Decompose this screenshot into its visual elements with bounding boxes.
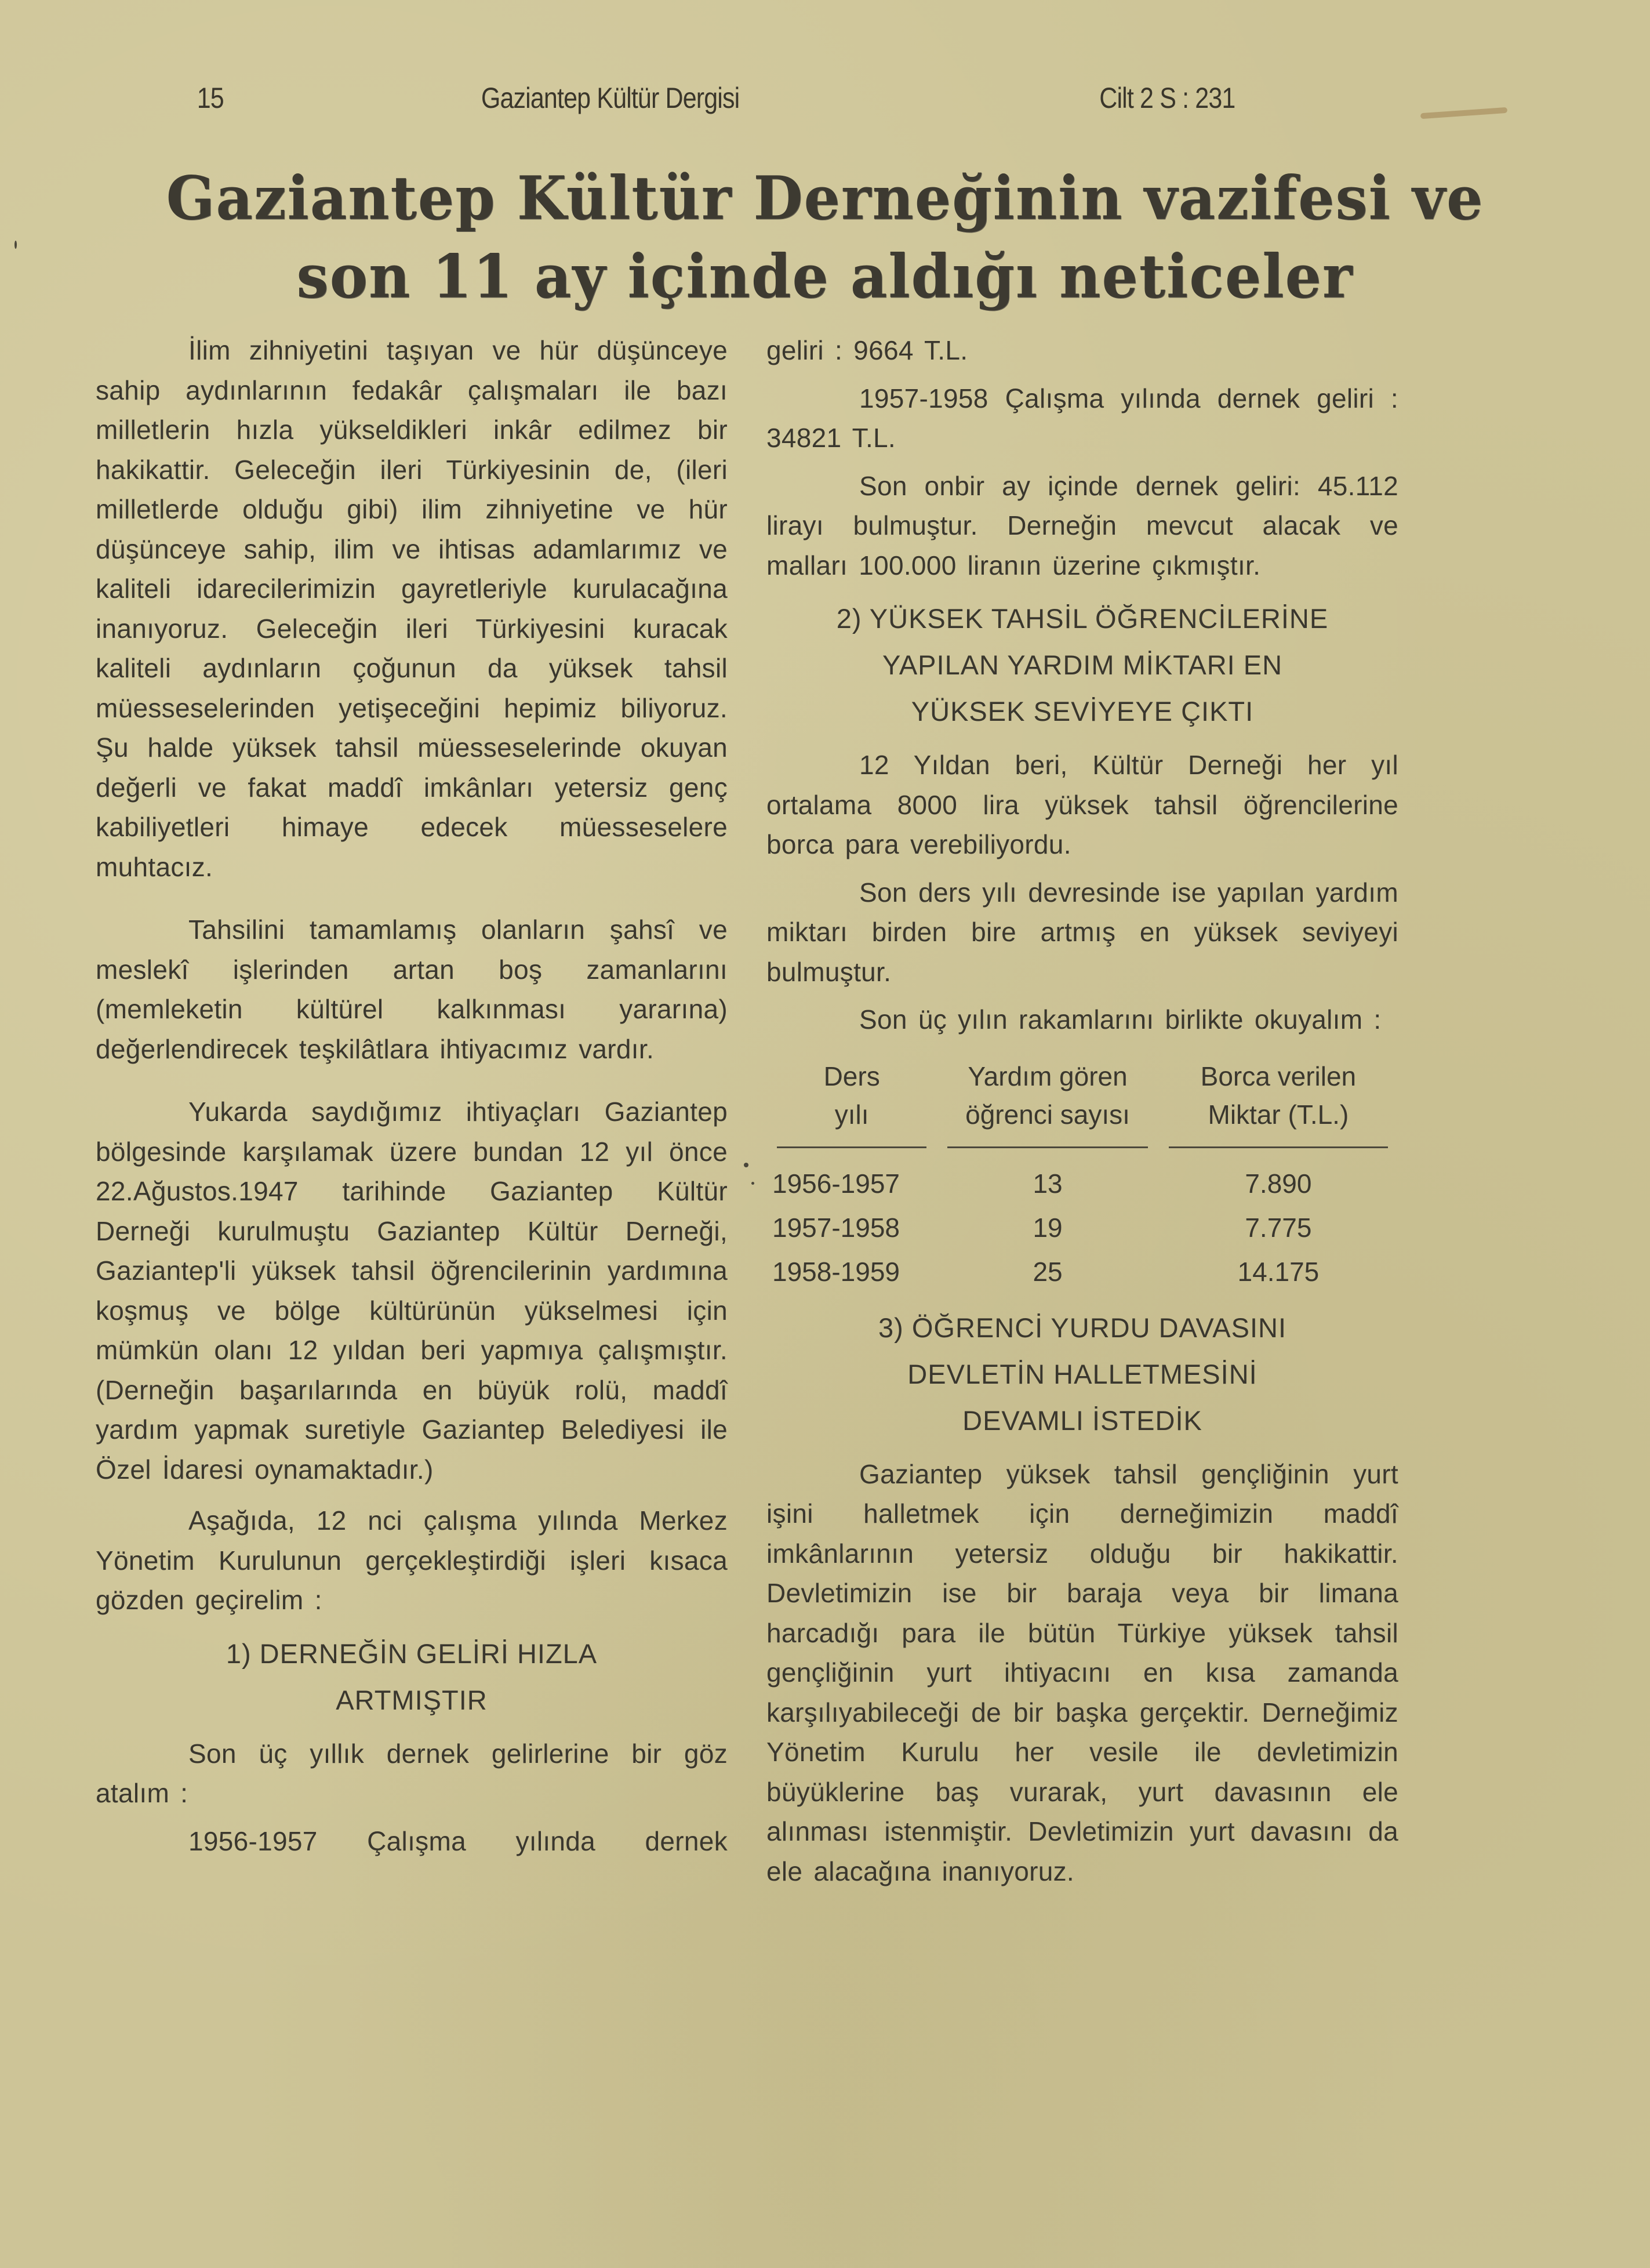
cell-amount: 14.175	[1237, 1256, 1320, 1287]
intro-paragraph: İlim zihniyetini taşıyan ve hür düşünceye sahip aydınlarının fedakâr çalışmaları ile bazı milletlerin hızla yükseldikleri inkâr edilmez bir hakikattir. Geleceğin ileri Türkiyesinin de, (ileri milletlerde olduğu gibi) ilim zihniyetine ve hür düşünceye sahip, ilim ve ihtisas adamlarımız ve kaliteli idarecilerimizin gayretleriyle kurulacağına inanıyoruz. Geleceğin ileri Türkiyesini kuracak kaliteli aydınların çoğunun da yüksek tahsil müesseselerinden yetişeceğini hepimiz biliyoruz. Şu halde yüksek tahsil müesseselerinde okuyan değerli ve fakat maddî imkânları yetersiz genç kabiliyetleri himaye edecek müesseselere muhtacız.	[96, 335, 728, 882]
page-number: 15	[197, 82, 224, 114]
table-row	[766, 1250, 1398, 1294]
body-paragraph: Son onbir ay içinde dernek geliri: 45.112 lirayı bulmuştur. Derneğin mevcut alacak ve malları 100.000 liranın üzerine çıkmıştır.	[766, 470, 1398, 580]
cell-amount: 7.890	[1245, 1168, 1312, 1199]
left-column	[96, 331, 728, 1861]
continued-text: geliri : 9664 T.L.	[766, 335, 968, 365]
table-row	[766, 1162, 1398, 1206]
header-rule	[777, 1146, 926, 1148]
running-header	[0, 81, 1419, 128]
volume-issue: Cilt 2 S : 231	[1099, 82, 1235, 114]
section-1-heading: 1) DERNEĞİN GELİRİ HIZLA ARTMIŞTIR	[226, 1638, 598, 1715]
cell-year: 1956-1957	[772, 1168, 900, 1199]
body-paragraph: Son ders yılı devresinde ise yapılan yardım miktarı birden bire artmış en yüksek seviyeyi bulmuştur.	[766, 877, 1398, 987]
article-title-line-2: son 11 ay içinde aldığı neticeler	[296, 242, 1354, 312]
column-header-year: Ders yılı	[766, 1057, 937, 1162]
body-paragraph: Aşağıda, 12 nci çalışma yılında Merkez Yönetim Kurulunun gerçekleştirdiği işleri kısaca gözden geçirelim :	[96, 1505, 728, 1615]
section-2-heading: 2) YÜKSEK TAHSİL ÖĞRENCİLERİNE YAPILAN YARDIM MİKTARI EN YÜKSEK SEVİYEYE ÇIKTI	[836, 603, 1329, 727]
body-paragraph: Yukarda saydığımız ihtiyaçları Gaziantep bölgesinde karşılamak üzere bundan 12 yıl önce 22.Ağustos.1947 tarihinde Gaziantep Kültür Derneği kurulmuştu Gaziantep Kültür Derneği, Gaziantep'li yüksek tahsil öğrencilerinin yardımına koşmuş ve bölge kültürünün yükselmesi için mümkün olanı 12 yıldan beri yapmıya çalışmıştır. (Derneğin başarılarında en büyük rolü, maddî yardım yapmak suretiyle Gaziantep Belediyesi ile Özel İdaresi oynamaktadır.)	[96, 1097, 728, 1485]
journal-name: Gaziantep Kültür Dergisi	[481, 82, 740, 114]
body-paragraph: Son üç yıllık dernek gelirlerine bir göz atalım :	[96, 1738, 728, 1808]
right-column	[766, 331, 1398, 1891]
cell-students: 19	[1033, 1212, 1063, 1243]
body-paragraph: Gaziantep yüksek tahsil gençliğinin yurt işini halletmek için derneğimizin maddî imkânlarının yetersiz olduğu bir hakikattir. Devletimizin ise bir baraja veya bir limana harcadığı para ile bütün Türkiye yüksek tahsil gençliğinin yurt ihtiyacını en kısa zamanda karşılıyabileceği de bir başka gerçektir. Derneğimiz Yönetim Kurulu her vesile ile devletimizin büyüklerine baş vurarak, yurt davasının ele alınması istenmiştir. Devletimizin yurt davasını da ele alacağına inanıyoruz.	[766, 1458, 1398, 1886]
paper-stain	[1420, 107, 1507, 119]
article-title-line-1: Gaziantep Kültür Derneğinin vazifesi ve	[166, 164, 1484, 234]
body-paragraph: 1956-1957 Çalışma yılında dernek	[188, 1826, 728, 1856]
table-header-row	[766, 1057, 1398, 1162]
table-row	[766, 1206, 1398, 1250]
paper-speck	[744, 1163, 748, 1167]
student-aid-table	[766, 1057, 1398, 1294]
section-3-heading: 3) ÖĞRENCİ YURDU DAVASINI DEVLETİN HALLETMESİNİ DEVAMLI İSTEDİK	[878, 1312, 1286, 1436]
column-header-amount: Borca verilen Miktar (T.L.)	[1158, 1057, 1398, 1162]
header-rule	[1169, 1146, 1388, 1148]
cell-year: 1958-1959	[772, 1256, 900, 1287]
cell-year: 1957-1958	[772, 1212, 900, 1243]
cell-amount: 7.775	[1245, 1212, 1312, 1243]
header-rule	[947, 1146, 1148, 1148]
cell-students: 25	[1033, 1256, 1063, 1287]
body-paragraph: Tahsilini tamamlamış olanların şahsî ve meslekî işlerinden artan boş zamanlarını (memleketin kültürel kalkınması yararına) değerlendirecek teşkilâtlara ihtiyacımız vardır.	[96, 915, 728, 1064]
body-paragraph: Son üç yılın rakamlarını birlikte okuyalım :	[859, 1004, 1382, 1035]
paper-speck	[751, 1182, 754, 1185]
body-paragraph: 12 Yıldan beri, Kültür Derneği her yıl ortalama 8000 lira yüksek tahsil öğrencilerine borca para verebiliyordu.	[766, 750, 1398, 859]
body-paragraph: 1957-1958 Çalışma yılında dernek geliri : 34821 T.L.	[766, 383, 1398, 453]
column-header-students: Yardım gören öğrenci sayısı	[937, 1057, 1158, 1162]
cell-students: 13	[1033, 1168, 1063, 1199]
